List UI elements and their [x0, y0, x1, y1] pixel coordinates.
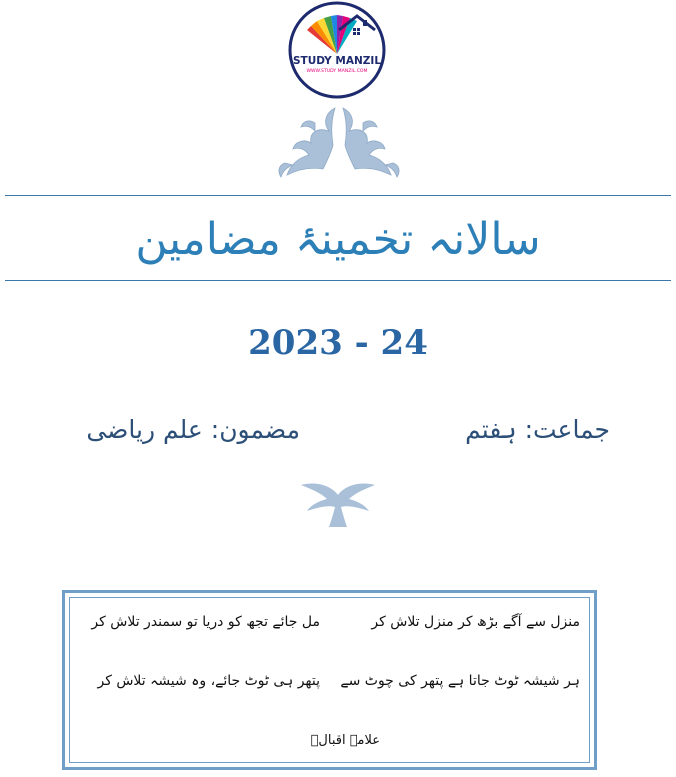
leaf-ornament [297, 477, 379, 527]
poem-line-2-second-half: پتھر ہی ٹوٹ جائے، وہ شیشہ تلاش کر [97, 673, 320, 689]
poem-line-1-second-half: مل جائے تجھ کو دریا تو سمندر تلاش کر [91, 614, 320, 630]
subject-label: مضمون: علم ریاضی [86, 415, 300, 444]
title-top-rule [5, 195, 671, 196]
title-bottom-rule [5, 280, 671, 281]
logo-brand-text: STUDY MANZIL [292, 55, 382, 67]
floral-ornament [265, 103, 413, 183]
class-label: جماعت: ہفتم [465, 415, 610, 444]
logo-url-text: WWW.STUDY MANZIL.COM [306, 69, 368, 74]
document-title: سالانہ تخمینۂ مضامین [135, 214, 541, 265]
poem-line-1-first-half: منزل سے آگے بڑھ کر منزل تلاش کر [371, 614, 580, 630]
study-manzil-logo [287, 0, 387, 100]
academic-year: 2023 - 24 [248, 323, 428, 363]
poem-line-2-first-half: ہر شیشہ ٹوٹ جاتا ہے پتھر کی چوٹ سے [340, 673, 580, 689]
poem-author: علامہ اقبالؒ [310, 733, 380, 748]
